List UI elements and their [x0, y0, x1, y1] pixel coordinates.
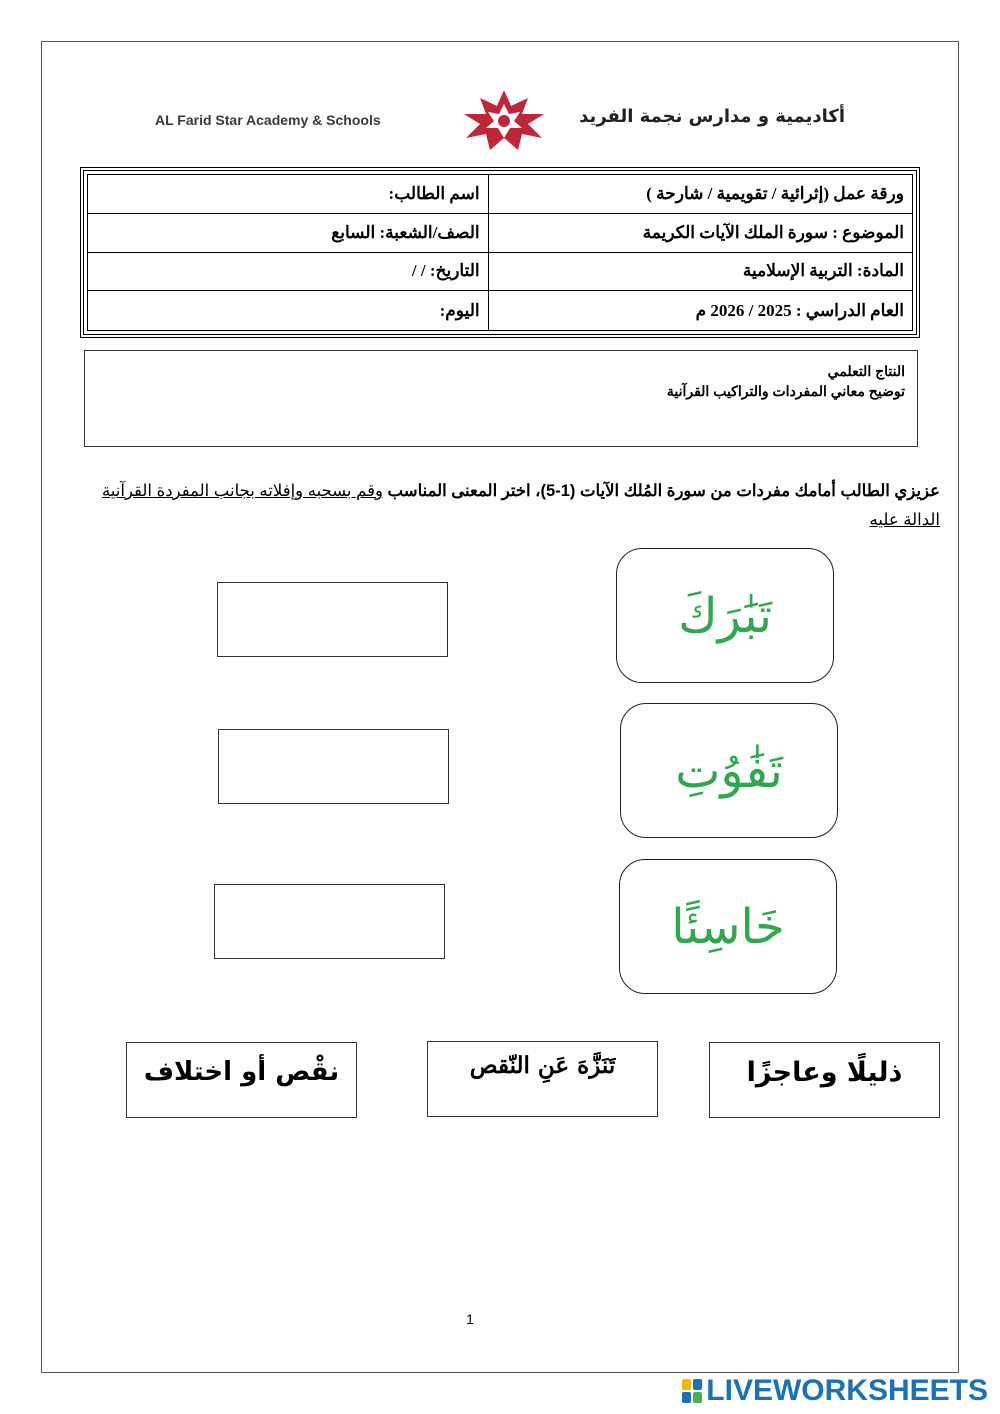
liveworksheets-wordmark: LIVEWORKSHEETS — [706, 1374, 988, 1407]
instruction-main: عزيزي الطالب أمامك مفردات من سورة المُلك الآيات (1-5)، اختر المعنى المناسب — [382, 482, 940, 500]
student-name-cell: اسم الطالب: — [388, 183, 480, 203]
worksheet-type-cell: ورقة عمل (إثرائية / تقويمية / شارحة ) — [488, 175, 912, 213]
page-number: 1 — [466, 1311, 474, 1327]
draggable-meaning[interactable]: ذليلًا وعاجزًا — [709, 1042, 940, 1118]
class-section-cell: الصف/الشعبة: السابع — [331, 222, 480, 242]
subject-cell: المادة: التربية الإسلامية — [488, 253, 912, 291]
word-card: تَفَٰوُتِ — [620, 703, 838, 838]
liveworksheets-logo-icon — [682, 1379, 702, 1403]
academic-year-cell: العام الدراسي : 2025 / 2026 م — [488, 291, 912, 330]
drop-target[interactable] — [214, 884, 445, 959]
date-cell: التاريخ: / / — [411, 261, 480, 281]
table-row — [88, 214, 912, 253]
school-name-arabic: أكاديمية و مدارس نجمة الفريد — [579, 106, 845, 127]
drop-target[interactable] — [217, 582, 448, 657]
table-row — [88, 253, 912, 292]
learning-outcome-text: توضيح معاني المفردات والتراكيب القرآنية — [666, 383, 905, 399]
info-table — [80, 167, 920, 338]
learning-outcome-title: النتاج التعلمي — [827, 363, 905, 379]
word-card: خَاسِئًا — [619, 859, 837, 994]
school-header — [150, 88, 850, 152]
school-logo-star-icon — [456, 88, 552, 152]
table-row — [88, 291, 912, 330]
instruction-text — [62, 477, 940, 535]
liveworksheets-brand[interactable] — [682, 1374, 988, 1408]
table-row — [88, 175, 912, 214]
topic-cell: الموضوع : سورة الملك الآيات الكريمة — [488, 214, 912, 252]
draggable-meaning[interactable]: تَنَزَّهَ عَنِ النّقص — [427, 1041, 658, 1117]
drop-target[interactable] — [218, 729, 449, 804]
school-name-english: AL Farid Star Academy & Schools — [155, 112, 381, 128]
instruction-drag-hint: وقم بسحبه وإفلاته بجانب المفردة القرآنية الدالة عليه — [101, 482, 940, 529]
day-cell: اليوم: — [439, 300, 480, 320]
learning-outcome-box — [84, 350, 918, 447]
word-card: تَبَٰرَكَ — [616, 548, 834, 683]
draggable-meaning[interactable]: نقْص أو اختلاف — [126, 1042, 357, 1118]
